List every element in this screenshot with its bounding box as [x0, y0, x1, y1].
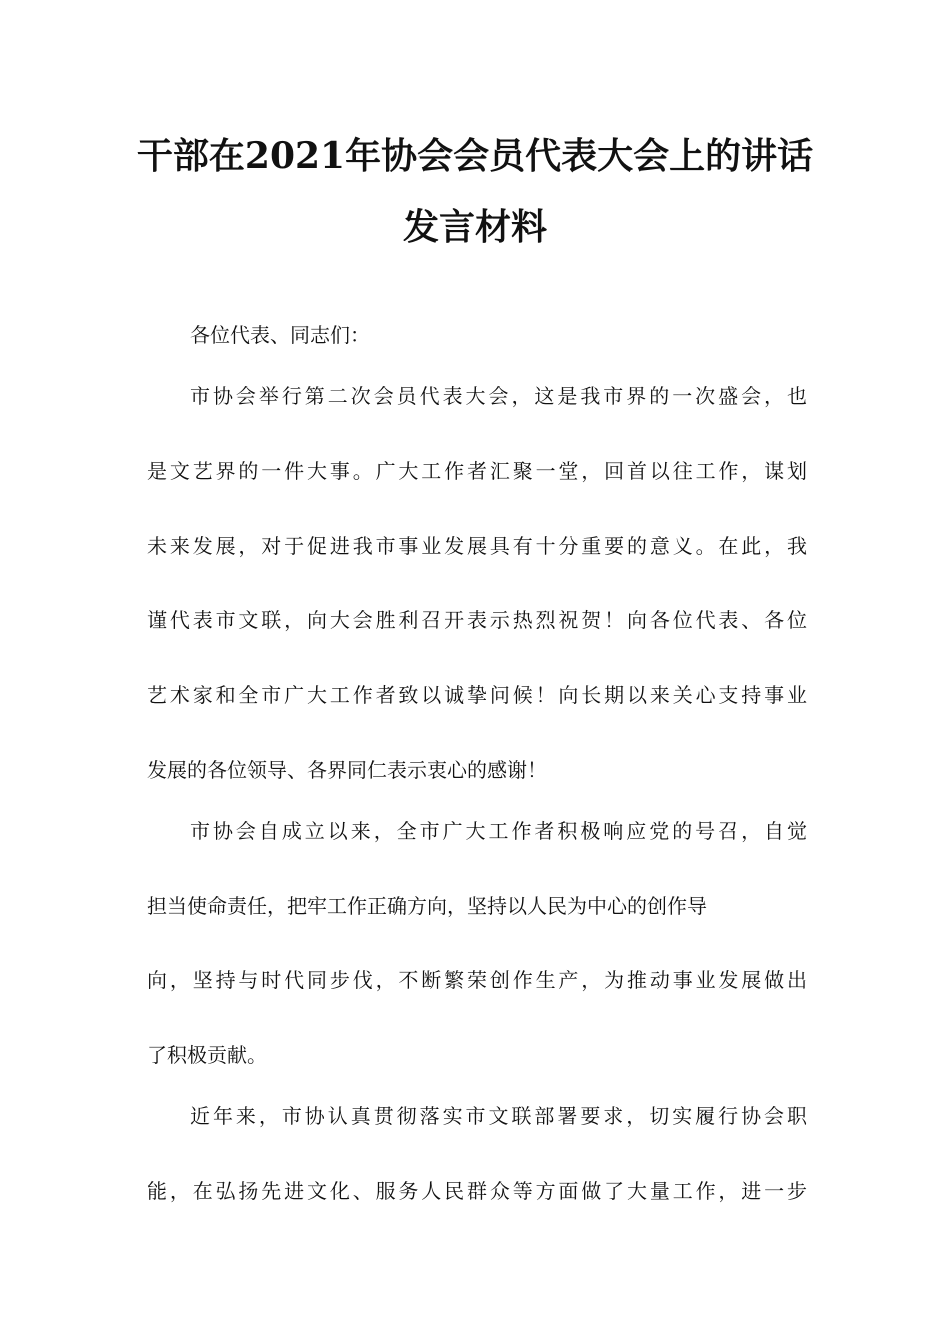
paragraph-1-line-1: 市协会举行第二次会员代表大会，这是我市界的一次盛会，也 [190, 384, 807, 408]
paragraph-1-line-3: 未来发展，对于促进我市事业发展具有十分重要的意义。在此，我 [147, 534, 807, 558]
paragraph-1-line-2: 是文艺界的一件大事。广大工作者汇聚一堂，回首以往工作，谋划 [147, 459, 807, 483]
paragraph-1-line-4: 谨代表市文联，向大会胜利召开表示热烈祝贺！向各位代表、各位 [147, 608, 807, 632]
paragraph-2-line-2: 担当使命责任，把牢工作正确方向，坚持以人民为中心的创作导 [147, 894, 707, 918]
paragraph-2-line-1: 市协会自成立以来，全市广大工作者积极响应党的号召，自觉 [190, 819, 807, 843]
paragraph-1-line-5: 艺术家和全市广大工作者致以诚挚问候！向长期以来关心支持事业 [147, 683, 807, 707]
paragraph-2-line-4: 了积极贡献。 [147, 1043, 267, 1067]
paragraph-1-line-6: 发展的各位领导、各界同仁表示衷心的感谢！ [147, 758, 547, 782]
paragraph-2-line-3: 向，坚持与时代同步伐，不断繁荣创作生产，为推动事业发展做出 [147, 968, 807, 992]
document-title-line-2: 发言材料 [402, 206, 547, 248]
document-title-line-1: 干部在2021年协会会员代表大会上的讲话 [136, 135, 814, 177]
paragraph-3-line-2: 能，在弘扬先进文化、服务人民群众等方面做了大量工作，进一步 [147, 1179, 807, 1203]
paragraph-3-line-1: 近年来，市协认真贯彻落实市文联部署要求，切实履行协会职 [190, 1104, 807, 1128]
salutation: 各位代表、同志们： [190, 323, 370, 347]
